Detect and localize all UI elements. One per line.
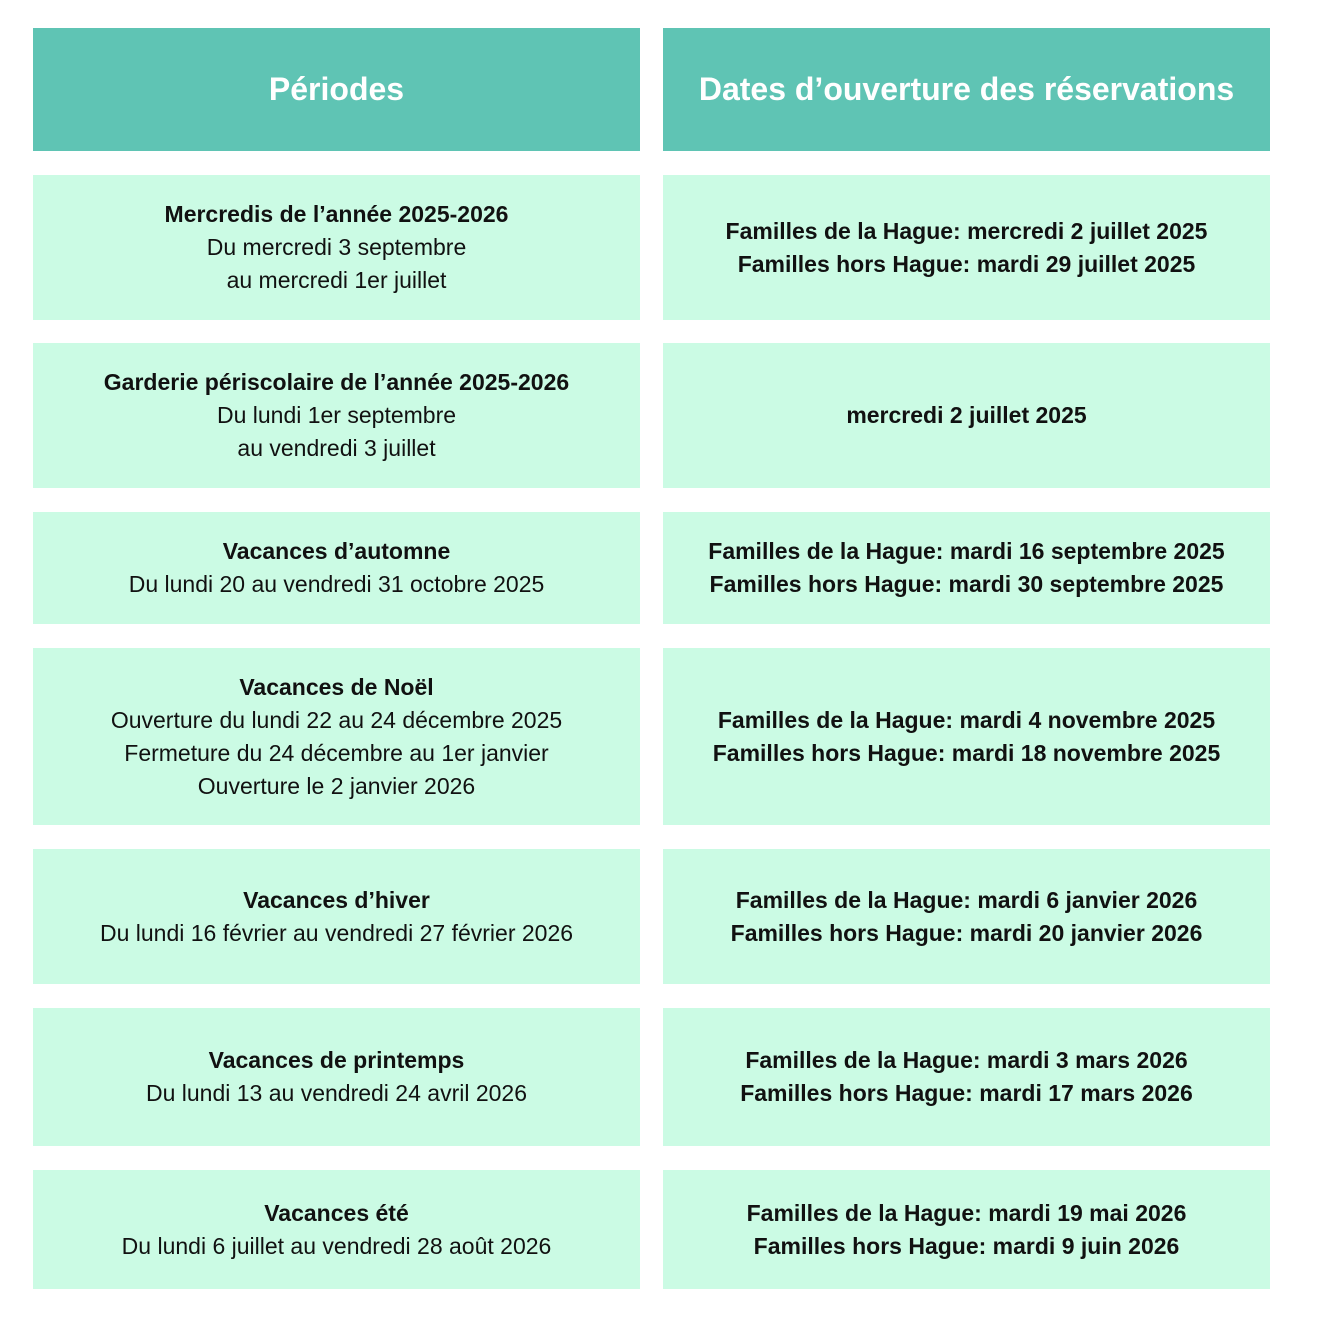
period-line: au mercredi 1er juillet	[226, 267, 447, 293]
header-reservation-dates: Dates d’ouverture des réservations	[663, 28, 1270, 151]
period-line: au vendredi 3 juillet	[237, 435, 436, 461]
period-title: Vacances de printemps	[208, 1047, 465, 1073]
dates-cell	[663, 1008, 1270, 1146]
header-periods: Périodes	[33, 28, 640, 151]
dates-cell	[663, 512, 1270, 624]
dates-cell	[663, 648, 1270, 825]
dates-cell	[663, 849, 1270, 984]
period-line: Ouverture le 2 janvier 2026	[197, 772, 476, 799]
period-title: Mercredis de l’année 2025-2026	[164, 201, 509, 227]
period-cell	[33, 1170, 640, 1289]
period-cell	[33, 512, 640, 624]
period-line: Du mercredi 3 septembre	[206, 234, 467, 260]
date-line: Familles de la Hague: mardi 4 novembre 2025	[717, 706, 1216, 733]
period-line: Fermeture du 24 décembre au 1er janvier	[124, 739, 549, 766]
period-title: Vacances d’hiver	[243, 886, 430, 913]
period-title: Vacances d’automne	[222, 538, 451, 564]
date-line: Familles hors Hague: mardi 9 juin 2026	[753, 1232, 1180, 1259]
period-line: Du lundi 20 au vendredi 31 octobre 2025	[128, 571, 545, 597]
date-line: Familles hors Hague: mardi 18 novembre 2025	[712, 739, 1221, 766]
date-line: Familles hors Hague: mardi 17 mars 2026	[740, 1080, 1193, 1106]
period-cell	[33, 343, 640, 488]
date-line: Familles hors Hague: mardi 30 septembre 2025	[709, 571, 1224, 597]
date-line: mercredi 2 juillet 2025	[846, 402, 1087, 428]
date-line: Familles de la Hague: mardi 19 mai 2026	[746, 1199, 1187, 1226]
period-line: Du lundi 1er septembre	[216, 402, 457, 428]
period-line: Ouverture du lundi 22 au 24 décembre 2025	[110, 706, 563, 733]
period-line: Du lundi 13 au vendredi 24 avril 2026	[145, 1080, 528, 1106]
period-cell	[33, 849, 640, 984]
period-cell	[33, 175, 640, 320]
dates-cell	[663, 175, 1270, 320]
date-line: Familles hors Hague: mardi 29 juillet 2025	[737, 250, 1196, 277]
date-line: Familles de la Hague: mardi 16 septembre 2025	[708, 538, 1225, 564]
period-cell	[33, 1008, 640, 1146]
period-line: Du lundi 16 février au vendredi 27 février 2026	[99, 919, 574, 946]
period-title: Garderie périscolaire de l’année 2025-2026	[103, 369, 570, 395]
date-line: Familles de la Hague: mardi 6 janvier 2026	[735, 886, 1198, 913]
period-title: Vacances été	[264, 1199, 409, 1226]
period-line: Du lundi 6 juillet au vendredi 28 août 2026	[121, 1232, 552, 1259]
dates-cell	[663, 1170, 1270, 1289]
date-line: Familles hors Hague: mardi 20 janvier 2026	[730, 919, 1203, 946]
period-title: Vacances de Noël	[239, 673, 434, 700]
period-cell	[33, 648, 640, 825]
date-line: Familles de la Hague: mercredi 2 juillet 2025	[725, 217, 1208, 244]
date-line: Familles de la Hague: mardi 3 mars 2026	[745, 1047, 1188, 1073]
dates-cell	[663, 343, 1270, 488]
